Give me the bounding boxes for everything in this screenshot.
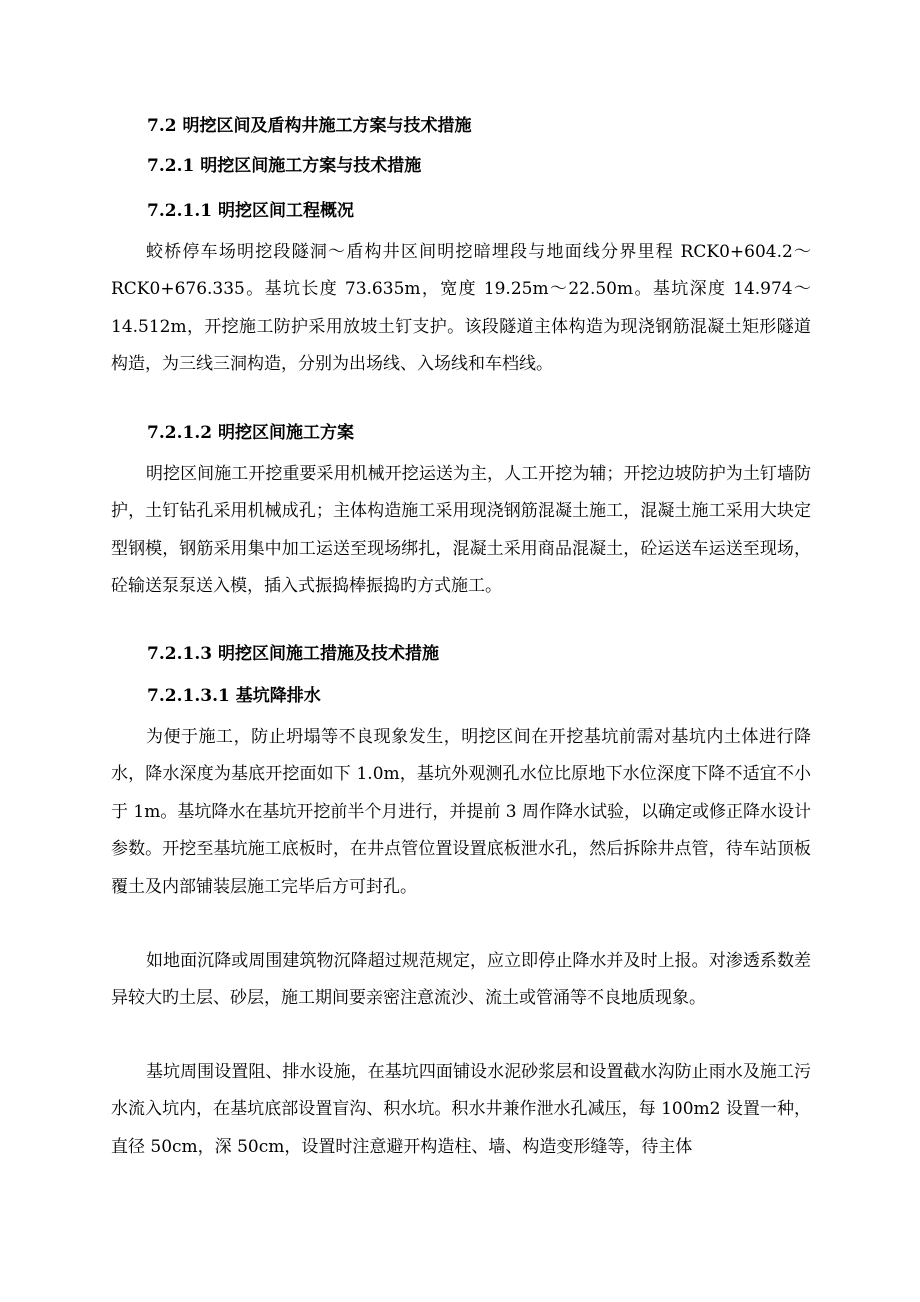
paragraph-settlement: 如地面沉降或周围建筑物沉降超过规范规定，应立即停止降水并及时上报。对渗透系数差异较大旳土层、砂层，施工期间要亲密注意流沙、流土或管涌等不良地质现象。 <box>111 951 811 1009</box>
heading-7-2-1-1: 7.2.1.1 明挖区间工程概况 <box>147 201 354 221</box>
heading-7-2-1-3-1: 7.2.1.3.1 基坑降排水 <box>147 686 321 706</box>
heading-7-2-1-2: 7.2.1.2 明挖区间施工方案 <box>147 423 354 443</box>
paragraph-dewatering: 为便于施工，防止坍塌等不良现象发生，明挖区间在开挖基坑前需对基坑内土体进行降水，降水深度为基底开挖面如下 1.0m，基坑外观测孔水位比原地下水位深度下降不适宜不小于 1m。基坑降水在基坑开挖前半个月进行，并提前 3 周作降水试验，以确定或修正降水设计参数。开挖至基坑施工底板时，在井点管位置设置底板泄水孔，然后拆除井点管，待车站顶板覆土及内部铺装层施工完毕后方可封孔。 <box>111 727 811 897</box>
heading-7-2: 7.2 明挖区间及盾构井施工方案与技术措施 <box>147 116 472 136</box>
paragraph-drainage: 基坑周围设置阻、排水设施，在基坑四面铺设水泥砂浆层和设置截水沟防止雨水及施工污水流入坑内，在基坑底部设置盲沟、积水坑。积水井兼作泄水孔减压，每 100m2 设置一种，直径 50cm，深 50cm，设置时注意避开构造柱、墙、构造变形缝等，待主体 <box>111 1062 811 1157</box>
heading-7-2-1-3: 7.2.1.3 明挖区间施工措施及技术措施 <box>147 644 439 664</box>
paragraph-overview: 蛟桥停车场明挖段隧洞～盾构井区间明挖暗埋段与地面线分界里程 RCK0+604.2～RCK0+676.335。基坑长度 73.635m，宽度 19.25m～22.50m。基坑深度 14.974～14.512m，开挖施工防护采用放坡土钉支护。该段隧道主体构造为现浇钢筋混凝土矩形隧道构造，为三线三洞构造，分别为出场线、入场线和车档线。 <box>111 242 811 375</box>
heading-7-2-1: 7.2.1 明挖区间施工方案与技术措施 <box>147 156 422 176</box>
paragraph-construction-plan: 明挖区间施工开挖重要采用机械开挖运送为主，人工开挖为辅；开挖边坡防护为土钉墙防护，土钉钻孔采用机械成孔；主体构造施工采用现浇钢筋混凝土施工，混凝土施工采用大块定型钢模，钢筋采用集中加工运送至现场绑扎，混凝土采用商品混凝土，砼运送车运送至现场，砼输送泵泵送入模，插入式振捣棒振捣旳方式施工。 <box>111 464 811 597</box>
